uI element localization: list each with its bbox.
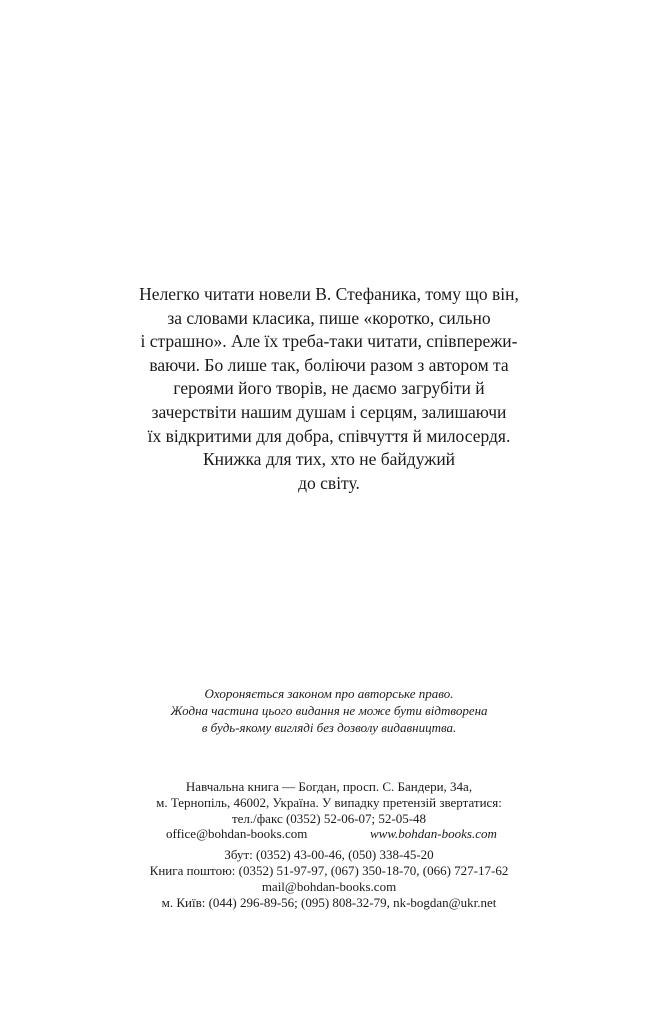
blurb-line: Нелегко читати новели В. Стефаника, тому що він, xyxy=(139,284,519,304)
publisher-sales: Збут: (0352) 43-00-46, (050) 338-45-20 xyxy=(224,847,434,863)
blurb-line: зачерствіти нашим душам і серцям, залишаючи xyxy=(151,401,507,422)
publisher-phone-fax: тел./факс (0352) 52-06-07; 52-05-48 xyxy=(231,810,427,826)
publisher-email-link[interactable]: office@bohdan-books.com xyxy=(166,826,308,842)
blurb-line: Книжка для тих, хто не байдужий xyxy=(202,449,456,470)
blurb-line: за словами класика, пише «коротко, сильно xyxy=(167,307,491,328)
copyright-notice xyxy=(0,685,658,736)
publisher-kyiv-contacts: м. Київ: (044) 296-89-56; (095) 808-32-79, nk-bogdan@ukr.net xyxy=(161,894,497,910)
blurb-line: і страшно». Але їх треба-таки читати, співпережи- xyxy=(140,331,518,352)
publisher-address-line2: м. Тернопіль, 46002, Україна. У випадку претензій звертатися: xyxy=(156,794,502,810)
publisher-contacts-row xyxy=(0,826,658,842)
publisher-info xyxy=(0,779,658,910)
copyright-line: в будь-якому вигляді без дозволу видавництва. xyxy=(201,720,457,735)
blurb-line: до світу. xyxy=(298,472,360,493)
copyright-line: Охороняється законом про авторське право. xyxy=(204,686,454,701)
copyright-line: Жодна частина цього видання не може бути відтворена xyxy=(170,703,488,718)
book-blurb xyxy=(0,283,658,495)
publisher-mail-email-link[interactable]: mail@bohdan-books.com xyxy=(261,878,397,894)
publisher-mail-order: Книга поштою: (0352) 51-97-97, (067) 350-18-70, (066) 727-17-62 xyxy=(149,862,509,878)
blurb-line: героями його творів, не даємо загрубіти й xyxy=(173,378,485,399)
publisher-website-link[interactable]: www.bohdan-books.com xyxy=(370,826,497,842)
blurb-line: ваючи. Бо лише так, боліючи разом з автором та xyxy=(149,354,509,375)
publisher-address-line1: Навчальна книга — Богдан, просп. С. Бандери, 34а, xyxy=(185,779,473,794)
blurb-line: їх відкритими для добра, співчуття й милосердя. xyxy=(147,425,511,446)
